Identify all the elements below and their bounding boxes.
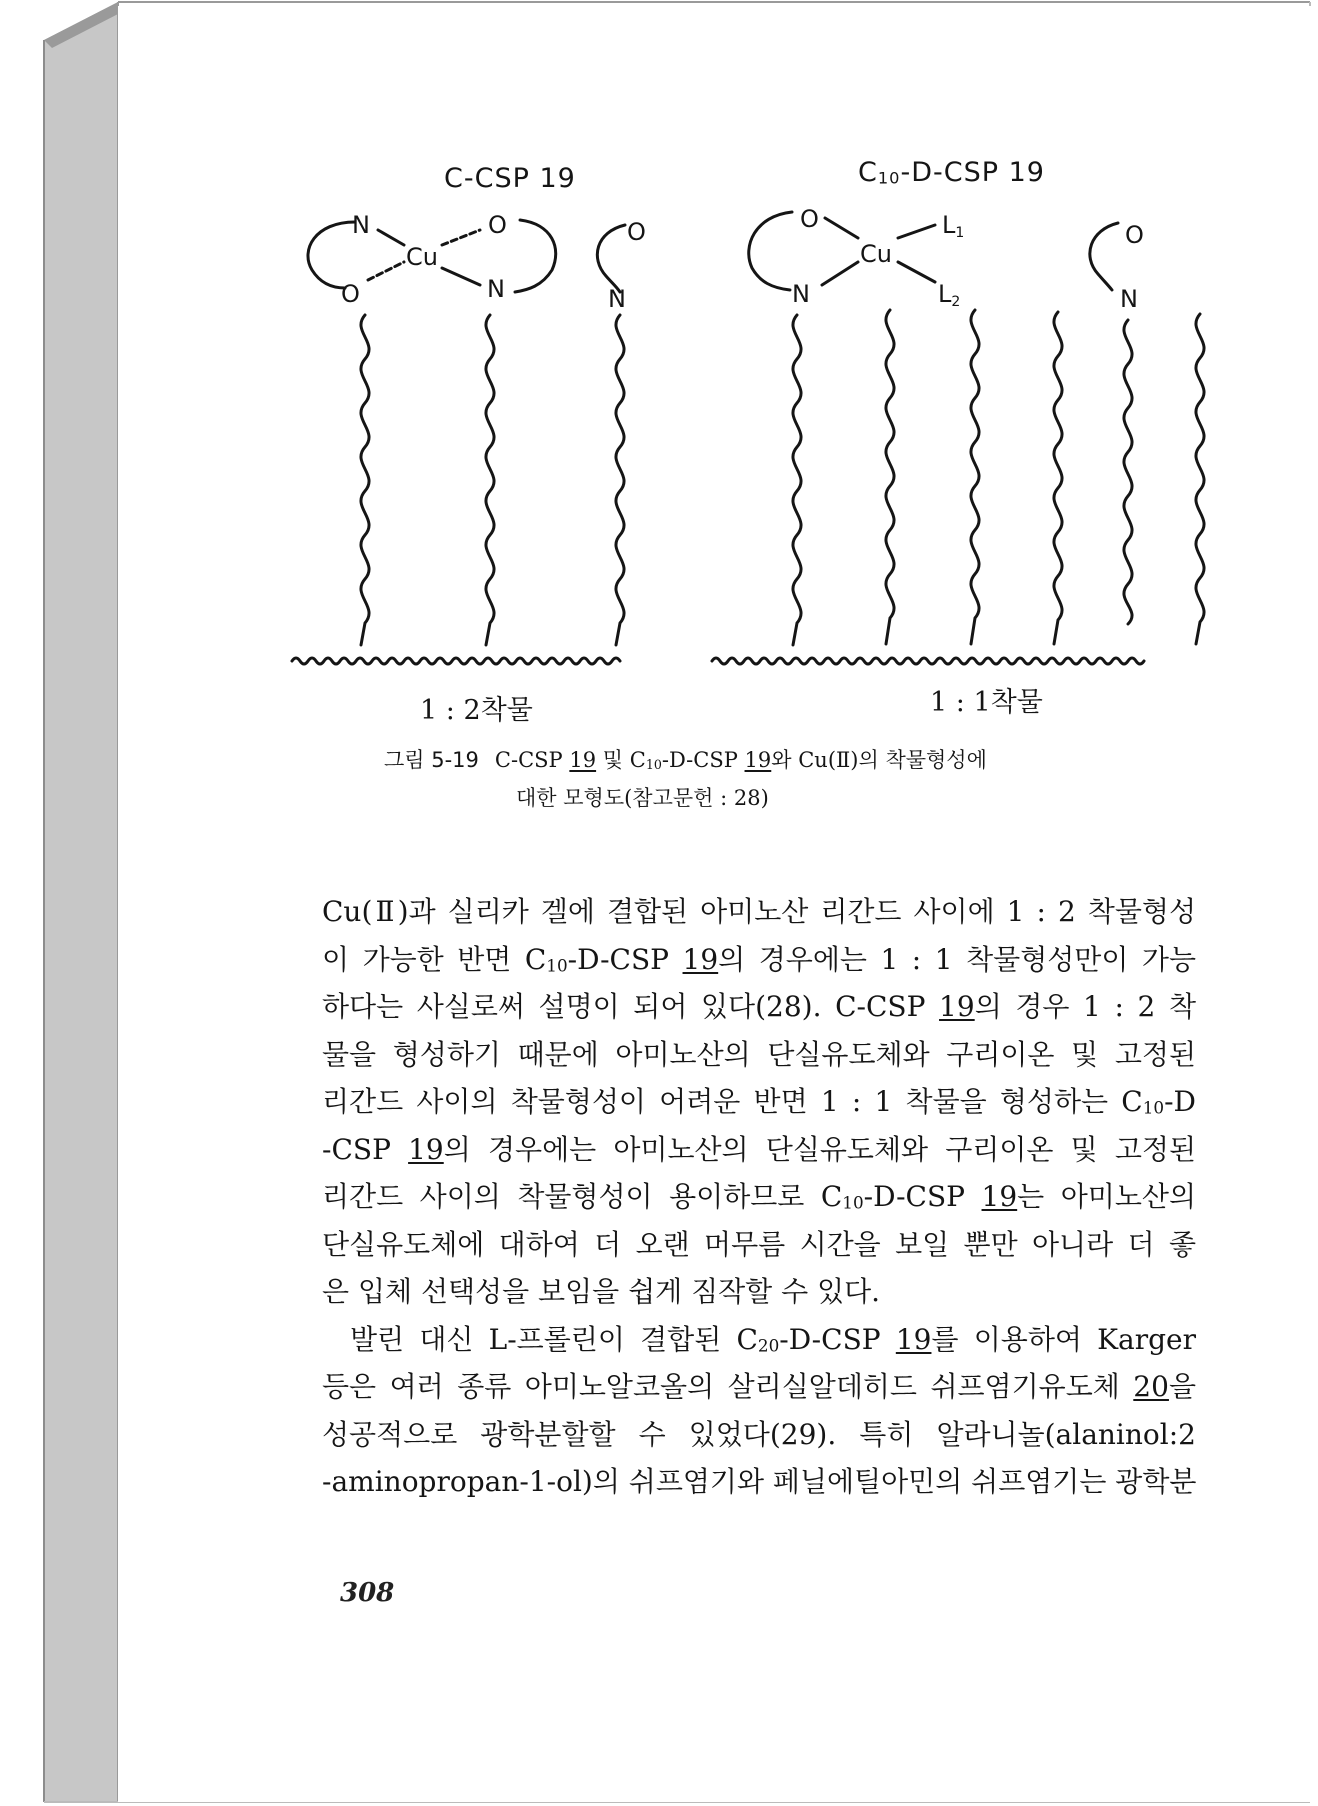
ligand-ring-left-2 <box>515 220 556 292</box>
figure-right-title: $C_{10}-D$-CSP 19 <box>858 157 1045 188</box>
atom-N-1: N <box>352 211 370 239</box>
atom-N-5: N <box>1120 285 1138 313</box>
alkyl-chain-9 <box>1196 314 1204 644</box>
silica-surface-right <box>712 658 1144 664</box>
atom-Cu-right: Cu <box>860 240 892 268</box>
bond-Cu-N-left <box>442 268 480 285</box>
atom-O-3: O <box>627 218 646 246</box>
page-number: 308 <box>340 1578 395 1608</box>
alkyl-chain-4 <box>793 315 801 645</box>
alkyl-chain-2 <box>486 315 494 645</box>
atom-N-3: N <box>608 285 626 313</box>
left-ratio-label: 1 : 2착물 <box>420 695 533 726</box>
atom-O-2: O <box>341 280 360 308</box>
body-line-12: 성공적으로 광학분할할 수 있었다(29). 특히 알라니놀(alaninol:2 <box>322 1417 1196 1451</box>
ligand-ring-left-1 <box>308 222 355 288</box>
bond-O-Cu-right <box>825 218 858 238</box>
bond-O-Cu-left <box>368 262 404 280</box>
alkyl-chain-7 <box>1054 312 1062 644</box>
body-line-7: 리간드 사이의 착물형성이 용이하므로 $C_{10}-D$-CSP 19는 아미노산의 <box>322 1180 1196 1213</box>
body-line-13: -aminopropan-1-ol)의 쉬프염기와 페닐에틸아민의 쉬프염기는 광학분 <box>322 1465 1197 1498</box>
complex-diagram <box>0 0 1318 700</box>
right-ratio-label: 1 : 1착물 <box>930 687 1043 718</box>
figure-caption-line1: 그림 5-19 C-CSP 19 및 $C_{10}-D$-CSP 19와 Cu(Ⅱ)의 착물형성에 <box>384 748 987 772</box>
atom-N-2: N <box>487 275 505 303</box>
body-line-11: 등은 여러 종류 아미노알코올의 살리실알데히드 쉬프염기유도체 20을 <box>322 1370 1196 1403</box>
alkyl-chain-6 <box>971 310 979 644</box>
atom-Cu-left: Cu <box>406 243 438 271</box>
body-line-8: 단실유도체에 대하여 더 오랜 머무름 시간을 보일 뿐만 아니라 더 좋 <box>322 1227 1196 1261</box>
alkyl-chain-5 <box>886 310 894 644</box>
body-line-9: 은 입체 선택성을 보임을 쉽게 짐작할 수 있다. <box>322 1275 881 1308</box>
body-line-6: -CSP 19의 경우에는 아미노산의 단실유도체와 구리이온 및 고정된 <box>322 1132 1196 1166</box>
ligand-ring-free-right <box>1090 223 1118 290</box>
body-line-2: 이 가능한 반면 $C_{10}-D$-CSP 19의 경우에는 1 : 1 착물형성만이 가능 <box>322 942 1197 976</box>
atom-O-1: O <box>488 211 507 239</box>
alkyl-chain-1 <box>361 315 369 645</box>
body-line-1: Cu(Ⅱ)과 실리카 겔에 결합된 아미노산 리간드 사이에 1 : 2 착물형성 <box>322 895 1196 928</box>
ligand-ring-right <box>749 212 792 290</box>
bond-Cu-O-left <box>442 230 480 245</box>
body-line-4: 물을 형성하기 때문에 아미노산의 단실유도체와 구리이온 및 고정된 <box>322 1037 1196 1071</box>
atom-L1: L1 <box>942 211 965 241</box>
silica-surface-left <box>292 658 620 664</box>
body-paragraph <box>322 888 1196 1506</box>
figure-caption-line2: 대한 모형도(참고문헌 : 28) <box>516 786 769 810</box>
alkyl-chain-8 <box>1124 320 1132 624</box>
figure-left-title: C-CSP 19 <box>444 163 576 194</box>
alkyl-chain-3 <box>616 315 624 645</box>
bond-Cu-L2 <box>898 262 935 282</box>
body-line-5: 리간드 사이의 착물형성이 어려운 반면 1 : 1 착물을 형성하는 $C_{10}-D$ <box>322 1085 1196 1118</box>
body-line-10: 발린 대신 L-프롤린이 결합된 $C_{20}-D$-CSP 19를 이용하여 Karger <box>350 1322 1197 1356</box>
atom-O-4: O <box>800 205 819 233</box>
ligand-ring-free-left <box>597 225 625 292</box>
bond-N-Cu-right <box>822 262 858 285</box>
bond-N-Cu-left <box>378 230 404 245</box>
atom-N-4: N <box>792 280 810 308</box>
atom-L2: L2 <box>938 280 961 310</box>
atom-O-5: O <box>1125 221 1144 249</box>
bond-Cu-L1 <box>898 225 935 238</box>
body-line-3: 하다는 사실로써 설명이 되어 있다(28). C-CSP 19의 경우 1 : 2 착 <box>322 990 1196 1023</box>
figure-number: 그림 5-19 <box>384 748 479 772</box>
